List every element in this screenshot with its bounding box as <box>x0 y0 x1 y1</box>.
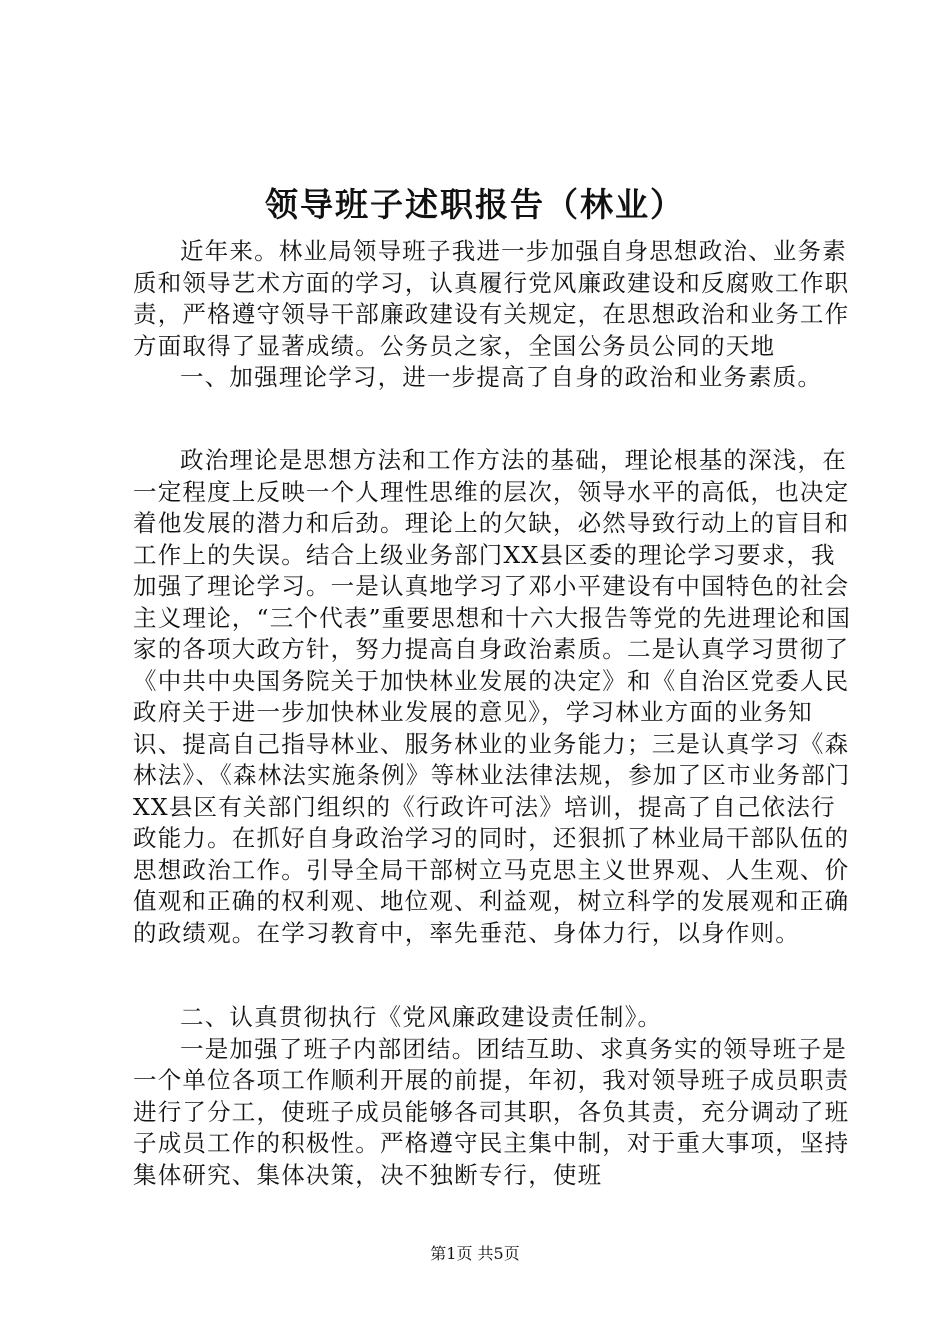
paragraph-theory-study: 政治理论是思想方法和工作方法的基础，理论根基的深浅，在一定程度上反映一个人理性思维的层次，领导水平的高低，也决定着他发展的潜力和后劲。理论上的欠缺，必然导致行动上的盲目和工作上的失误。结合上级业务部门XX县区委的理论学习要求，我加强了理论学习。一是认真地学习了邓小平建设有中国特色的社会主义理论，“三个代表”重要思想和十六大报告等党的先进理论和国家的各项大政方针，努力提高自身政治素质。二是认真学习贯彻了《中共中央国务院关于加快林业发展的决定》和《自治区党委人民政府关于进一步加快林业发展的意见》，学习林业方面的业务知识、提高自己指导林业、服务林业的业务能力；三是认真学习《森林法》、《森林法实施条例》等林业法律法规，参加了区市业务部门XX县区有关部门组织的《行政许可法》培训，提高了自己依法行政能力。在抓好自身政治学习的同时，还狠抓了林业局干部队伍的思想政治工作。引导全局干部树立马克思主义世界观、人生观、价值观和正确的权利观、地位观、利益观，树立科学的发展观和正确的政绩观。在学习教育中，率先垂范、身体力行，以身作则。 <box>133 446 852 947</box>
paragraph-intro: 近年来。林业局领导班子我进一步加强自身思想政治、业务素质和领导艺术方面的学习，认真履行党风廉政建设和反腐败工作职责，严格遵守领导干部廉政建设有关规定，在思想政治和业务工作方面取得了显著成绩。公务员之家，全国公务员公同的天地 <box>133 237 850 360</box>
section-intro <box>133 236 855 394</box>
document-title: 领导班子述职报告（林业） <box>265 185 685 224</box>
section-theory-study <box>133 445 855 949</box>
section-party-conduct <box>133 1002 855 1191</box>
section-heading-2: 二、认真贯彻执行《党风廉政建设责任制》。 <box>180 1003 663 1031</box>
page-number: 第1页 共5页 <box>430 1244 520 1263</box>
paragraph-team-unity: 一是加强了班子内部团结。团结互助、求真务实的领导班子是一个单位各项工作顺利开展的前提，年初，我对领导班子成员职责进行了分工，使班子成员能够各司其职，各负其责，充分调动了班子成员工作的积极性。严格遵守民主集中制，对于重大事项，坚持集体研究、集体决策，决不独断专行，使班 <box>133 1034 850 1189</box>
section-heading-1: 一、加强理论学习，进一步提高了自身的政治和业务素质。 <box>180 363 823 391</box>
